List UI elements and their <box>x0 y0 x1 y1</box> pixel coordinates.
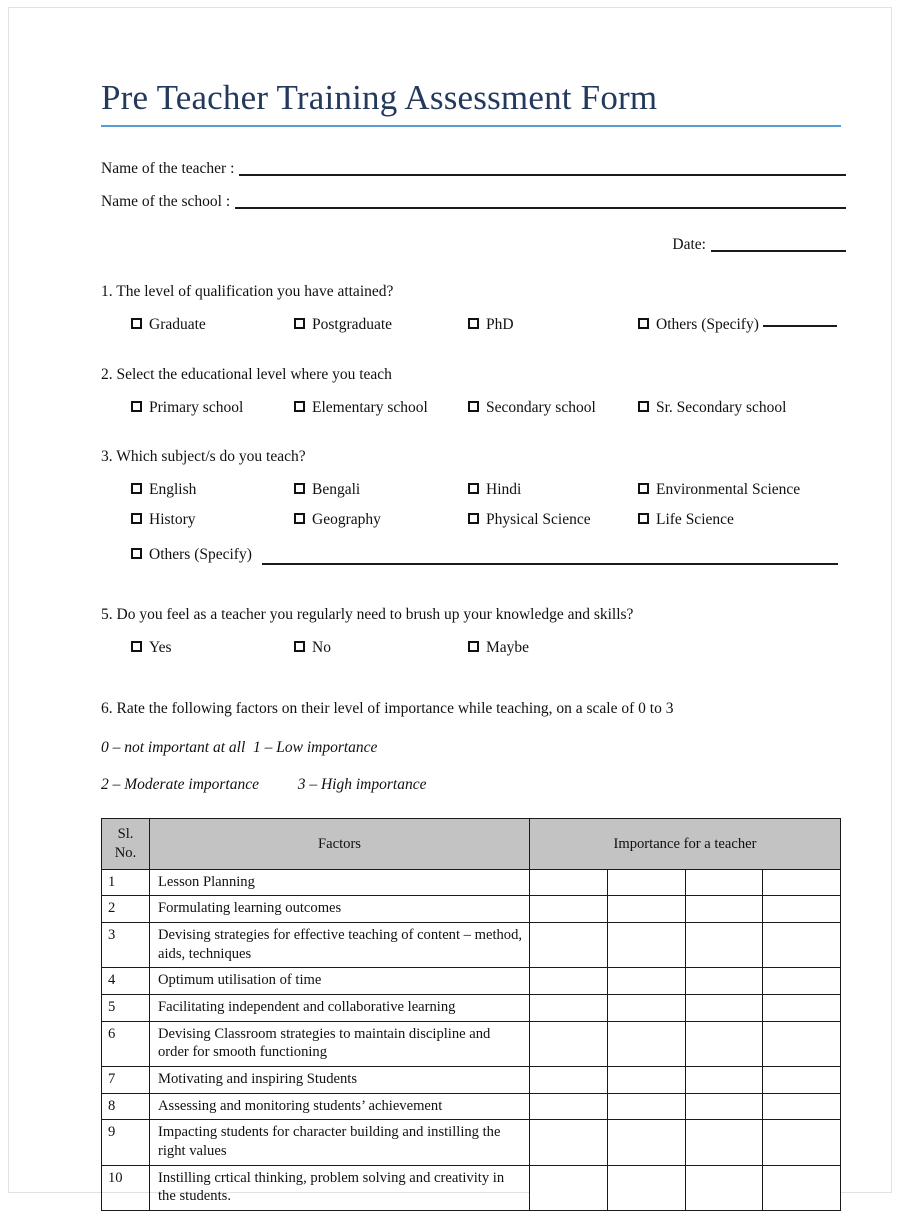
option-label: Life Science <box>656 510 734 528</box>
option-no[interactable] <box>294 639 468 658</box>
school-name-input-line[interactable] <box>235 196 846 209</box>
scale-legend-line-2: 2 – Moderate importance 3 – High importance <box>101 776 427 794</box>
teacher-name-field-row <box>101 155 846 176</box>
option-label: Postgraduate <box>312 316 393 334</box>
header-importance-for-a-teacher: Importance for a teacher <box>530 819 841 869</box>
table-row <box>102 896 841 923</box>
question-5-options <box>101 639 846 658</box>
question-5-block <box>101 605 846 658</box>
table-row <box>102 869 841 896</box>
cell-factor: Formulating learning outcomes <box>150 896 530 923</box>
rating-cell-3[interactable] <box>763 1093 841 1120</box>
rating-cell-2[interactable] <box>685 896 763 923</box>
cell-sl-no: 4 <box>102 968 150 995</box>
rating-cell-3[interactable] <box>763 995 841 1022</box>
rating-cell-2[interactable] <box>685 1093 763 1120</box>
rating-cell-2[interactable] <box>685 869 763 896</box>
checkbox-icon[interactable] <box>468 318 479 329</box>
rating-cell-3[interactable] <box>763 1120 841 1165</box>
cell-sl-no: 6 <box>102 1021 150 1066</box>
table-row <box>102 1093 841 1120</box>
question-3-text: 3. Which subject/s do you teach? <box>101 448 306 466</box>
rating-cell-1[interactable] <box>607 1021 685 1066</box>
option-label: Yes <box>149 638 172 656</box>
title-block <box>101 78 846 127</box>
rating-cell-3[interactable] <box>763 1165 841 1210</box>
checkbox-icon[interactable] <box>131 548 142 559</box>
question-2-options <box>101 399 846 418</box>
header-sl-line2: No. <box>114 845 137 862</box>
school-name-label: Name of the school : <box>101 192 231 210</box>
teacher-name-input-line[interactable] <box>239 163 846 176</box>
question-1-block <box>101 282 846 335</box>
table-row <box>102 968 841 995</box>
option-life-science[interactable] <box>638 511 734 530</box>
rating-cell-3[interactable] <box>763 1067 841 1094</box>
option-label: Primary school <box>149 398 244 416</box>
cell-factor: Impacting students for character building and instilling the right values <box>150 1120 530 1165</box>
rating-cell-0[interactable] <box>530 1021 608 1066</box>
rating-cell-1[interactable] <box>607 968 685 995</box>
table-row <box>102 1067 841 1094</box>
cell-factor: Facilitating independent and collaborative learning <box>150 995 530 1022</box>
option-label: English <box>149 481 197 499</box>
checkbox-icon[interactable] <box>638 513 649 524</box>
option-label: Others (Specify) <box>656 316 759 334</box>
option-graduate[interactable] <box>131 316 294 335</box>
question-3-options-row-2 <box>101 511 846 530</box>
cell-sl-no: 8 <box>102 1093 150 1120</box>
cell-sl-no: 3 <box>102 923 150 968</box>
cell-factor: Motivating and inspiring Students <box>150 1067 530 1094</box>
rating-cell-2[interactable] <box>685 968 763 995</box>
question-6-text: 6. Rate the following factors on their level of importance while teaching, on a scale of 0 to 3 <box>101 700 674 718</box>
checkbox-icon[interactable] <box>294 401 305 412</box>
table-row <box>102 923 841 968</box>
cell-factor: Lesson Planning <box>150 869 530 896</box>
cell-factor: Assessing and monitoring students’ achievement <box>150 1093 530 1120</box>
date-label: Date: <box>672 235 706 253</box>
option-label: Sr. Secondary school <box>656 398 787 416</box>
rating-cell-0[interactable] <box>530 1120 608 1165</box>
question-3-others-row <box>101 546 846 565</box>
rating-cell-0[interactable] <box>530 1165 608 1210</box>
checkbox-icon[interactable] <box>131 401 142 412</box>
cell-factor: Instilling crtical thinking, problem solving and creativity in the students. <box>150 1165 530 1210</box>
rating-cell-0[interactable] <box>530 1093 608 1120</box>
question-5-text: 5. Do you feel as a teacher you regularly need to brush up your knowledge and skills? <box>101 605 634 623</box>
table-row <box>102 1021 841 1066</box>
option-geography[interactable] <box>294 511 468 530</box>
school-name-field-row <box>101 188 846 209</box>
cell-sl-no: 7 <box>102 1067 150 1094</box>
option-label: Elementary school <box>312 398 428 416</box>
option-maybe[interactable] <box>468 639 638 658</box>
option-label: No <box>312 638 331 656</box>
cell-sl-no: 2 <box>102 896 150 923</box>
option-label: Physical Science <box>486 510 591 528</box>
option-sr-secondary-school[interactable] <box>638 399 786 418</box>
rating-cell-1[interactable] <box>607 995 685 1022</box>
option-label: PhD <box>486 316 514 334</box>
option-label: Maybe <box>486 638 530 656</box>
checkbox-icon[interactable] <box>131 641 142 652</box>
rating-cell-1[interactable] <box>607 1120 685 1165</box>
importance-rating-table <box>101 818 841 1211</box>
checkbox-icon[interactable] <box>294 641 305 652</box>
others-subject-input-line[interactable] <box>262 552 838 565</box>
option-others-specify-subject[interactable] <box>131 546 252 565</box>
option-others-specify[interactable] <box>638 316 837 335</box>
cell-factor: Devising strategies for effective teaching of content – method, aids, techniques <box>150 923 530 968</box>
question-2-text: 2. Select the educational level where you teach <box>101 365 392 383</box>
option-hindi[interactable] <box>468 481 638 500</box>
checkbox-icon[interactable] <box>131 483 142 494</box>
title-underline-rule <box>101 125 841 127</box>
question-2-block <box>101 365 846 418</box>
option-environmental-science[interactable] <box>638 481 800 500</box>
cell-sl-no: 9 <box>102 1120 150 1165</box>
question-1-text: 1. The level of qualification you have attained? <box>101 283 394 301</box>
rating-cell-1[interactable] <box>607 923 685 968</box>
rating-cell-0[interactable] <box>530 896 608 923</box>
rating-cell-3[interactable] <box>763 968 841 995</box>
rating-cell-2[interactable] <box>685 923 763 968</box>
table-header-row <box>102 819 841 869</box>
option-label: Graduate <box>149 316 206 334</box>
document-page <box>8 7 892 1205</box>
rating-cell-0[interactable] <box>530 995 608 1022</box>
rating-cell-1[interactable] <box>607 869 685 896</box>
checkbox-icon[interactable] <box>468 513 479 524</box>
checkbox-icon[interactable] <box>638 318 649 329</box>
checkbox-icon[interactable] <box>638 401 649 412</box>
checkbox-icon[interactable] <box>638 483 649 494</box>
date-input-line[interactable] <box>711 239 846 252</box>
rating-cell-3[interactable] <box>763 1021 841 1066</box>
cell-sl-no: 1 <box>102 869 150 896</box>
rating-cell-2[interactable] <box>685 1120 763 1165</box>
header-factors: Factors <box>150 819 530 869</box>
scale-legend-line-1: 0 – not important at all 1 – Low importance <box>101 739 378 757</box>
option-label: Environmental Science <box>656 481 801 499</box>
checkbox-icon[interactable] <box>468 483 479 494</box>
question-3-options-row-1 <box>101 481 846 500</box>
cell-sl-no: 5 <box>102 995 150 1022</box>
others-specify-input-line[interactable] <box>763 315 837 327</box>
option-english[interactable] <box>131 481 294 500</box>
option-phd[interactable] <box>468 316 638 335</box>
checkbox-icon[interactable] <box>468 401 479 412</box>
option-label: Others (Specify) <box>149 546 252 564</box>
checkbox-icon[interactable] <box>131 318 142 329</box>
header-sl-line1: Sl. <box>117 826 134 843</box>
cell-sl-no: 10 <box>102 1165 150 1210</box>
option-label: Bengali <box>312 481 361 499</box>
question-3-block <box>101 447 846 565</box>
option-bengali[interactable] <box>294 481 468 500</box>
option-elementary-school[interactable] <box>294 399 468 418</box>
page-title: Pre Teacher Training Assessment Form <box>101 78 658 117</box>
rating-cell-0[interactable] <box>530 869 608 896</box>
teacher-name-label: Name of the teacher : <box>101 159 235 177</box>
table-body <box>102 869 841 1210</box>
rating-cell-1[interactable] <box>607 1093 685 1120</box>
question-1-options <box>101 316 846 335</box>
option-postgraduate[interactable] <box>294 316 468 335</box>
cell-factor: Optimum utilisation of time <box>150 968 530 995</box>
table-row <box>102 1165 841 1210</box>
rating-cell-1[interactable] <box>607 1067 685 1094</box>
question-6-block <box>101 699 846 1211</box>
rating-cell-2[interactable] <box>685 995 763 1022</box>
checkbox-icon[interactable] <box>294 318 305 329</box>
checkbox-icon[interactable] <box>294 483 305 494</box>
option-secondary-school[interactable] <box>468 399 638 418</box>
option-yes[interactable] <box>131 639 294 658</box>
rating-cell-0[interactable] <box>530 968 608 995</box>
option-physical-science[interactable] <box>468 511 638 530</box>
rating-cell-2[interactable] <box>685 1067 763 1094</box>
option-primary-school[interactable] <box>131 399 294 418</box>
option-history[interactable] <box>131 511 294 530</box>
option-label: History <box>149 510 196 528</box>
table-header <box>102 819 841 869</box>
rating-cell-3[interactable] <box>763 896 841 923</box>
rating-cell-1[interactable] <box>607 896 685 923</box>
option-label: Hindi <box>486 481 522 499</box>
cell-factor: Devising Classroom strategies to maintain discipline and order for smooth functioning <box>150 1021 530 1066</box>
rating-cell-3[interactable] <box>763 923 841 968</box>
date-field-row <box>101 231 846 252</box>
rating-cell-3[interactable] <box>763 869 841 896</box>
table-row <box>102 1120 841 1165</box>
table-row <box>102 995 841 1022</box>
option-label: Geography <box>312 510 381 528</box>
rating-cell-0[interactable] <box>530 1067 608 1094</box>
checkbox-icon[interactable] <box>294 513 305 524</box>
checkbox-icon[interactable] <box>468 641 479 652</box>
checkbox-icon[interactable] <box>131 513 142 524</box>
option-label: Secondary school <box>486 398 596 416</box>
rating-cell-2[interactable] <box>685 1165 763 1210</box>
rating-cell-2[interactable] <box>685 1021 763 1066</box>
document-content <box>101 78 846 1211</box>
rating-cell-1[interactable] <box>607 1165 685 1210</box>
header-sl-no <box>102 819 150 869</box>
rating-cell-0[interactable] <box>530 923 608 968</box>
